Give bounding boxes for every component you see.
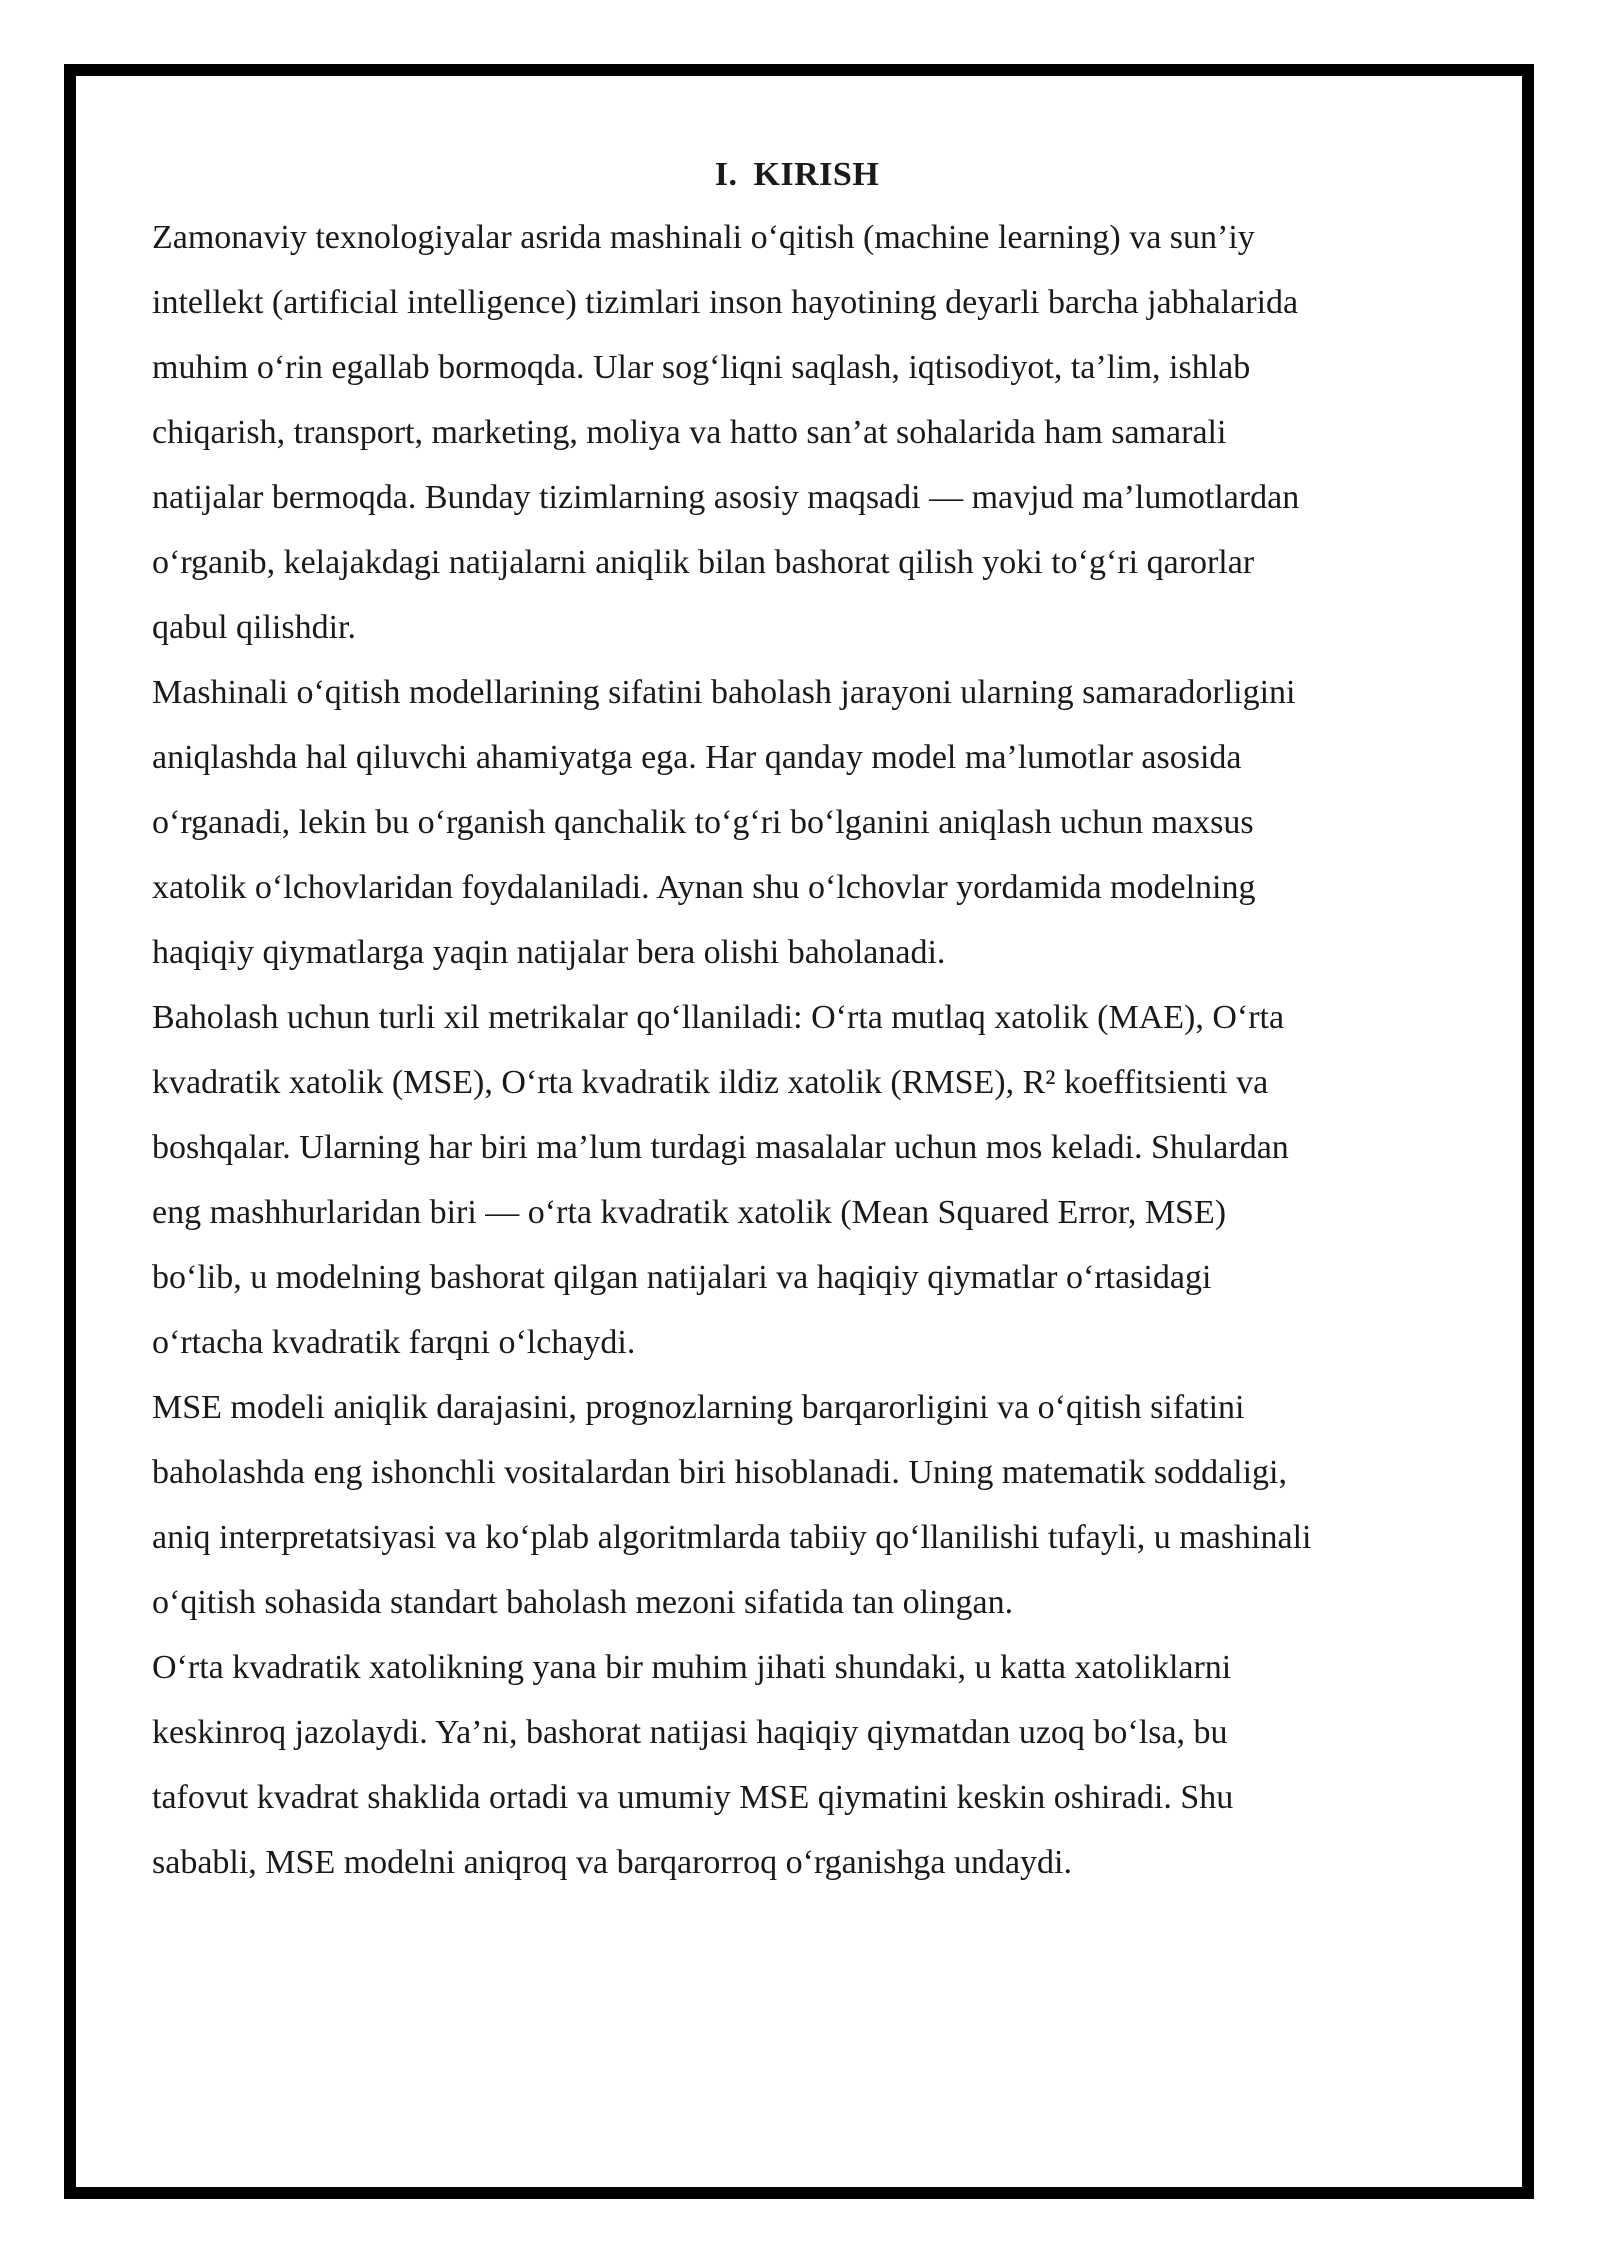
paragraph-line: aniq interpretatsiyasi va ko‘plab algoritmlarda tabiiy qo‘llanilishi tufayli, u mashinali xyxy=(152,1519,1312,1556)
paragraph-line: baholashda eng ishonchli vositalardan biri hisoblanadi. Uning matematik soddaligi, xyxy=(152,1454,1287,1491)
paragraph-line: qabul qilishdir. xyxy=(152,609,356,646)
paragraph xyxy=(152,205,1442,660)
paragraph-line: bo‘lib, u modelning bashorat qilgan natijalari va haqiqiy qiymatlar o‘rtasidagi xyxy=(152,1259,1212,1296)
paragraph-line: muhim o‘rin egallab bormoqda. Ular sog‘liqni saqlash, iqtisodiyot, ta’lim, ishlab xyxy=(152,349,1251,386)
paragraph-line: tafovut kvadrat shaklida ortadi va umumiy MSE qiymatini keskin oshiradi. Shu xyxy=(152,1779,1234,1816)
paragraph xyxy=(152,660,1442,985)
paragraph-line: Mashinali o‘qitish modellarining sifatini baholash jarayoni ularning samaradorligini xyxy=(152,674,1296,711)
paragraph-line: keskinroq jazolaydi. Ya’ni, bashorat natijasi haqiqiy qiymatdan uzoq bo‘lsa, bu xyxy=(152,1714,1228,1751)
section-number: I. xyxy=(714,156,738,193)
section-title: KIRISH xyxy=(753,156,880,193)
paragraph-line: o‘rtacha kvadratik farqni o‘lchaydi. xyxy=(152,1324,636,1361)
paragraph-line: intellekt (artificial intelligence) tizimlari inson hayotining deyarli barcha jabhalarida xyxy=(152,284,1299,321)
paragraph-line: natijalar bermoqda. Bunday tizimlarning asosiy maqsadi — mavjud ma’lumotlardan xyxy=(152,479,1300,516)
paragraph-list xyxy=(152,205,1442,1895)
paragraph-line: xatolik o‘lchovlaridan foydalaniladi. Aynan shu o‘lchovlar yordamida modelning xyxy=(152,869,1256,906)
paragraph xyxy=(152,1375,1442,1635)
paragraph-line: Baholash uchun turli xil metrikalar qo‘llaniladi: O‘rta mutlaq xatolik (MAE), O‘rta xyxy=(152,999,1285,1036)
paragraph-line: MSE modeli aniqlik darajasini, prognozlarning barqarorligini va o‘qitish sifatini xyxy=(152,1389,1245,1426)
paragraph-line: o‘rganadi, lekin bu o‘rganish qanchalik to‘g‘ri bo‘lganini aniqlash uchun maxsus xyxy=(152,804,1254,841)
paragraph-line: Zamonaviy texnologiyalar asrida mashinali o‘qitish (machine learning) va sun’iy xyxy=(152,219,1255,256)
document-body xyxy=(152,142,1442,1895)
section-heading xyxy=(152,142,1442,207)
paragraph-line: haqiqiy qiymatlarga yaqin natijalar bera olishi baholanadi. xyxy=(152,934,946,971)
paragraph xyxy=(152,985,1442,1375)
paragraph-line: sababli, MSE modelni aniqroq va barqarorroq o‘rganishga undaydi. xyxy=(152,1844,1072,1881)
paragraph-line: kvadratik xatolik (MSE), O‘rta kvadratik ildiz xatolik (RMSE), R² koeffitsienti va xyxy=(152,1064,1269,1101)
paragraph-line: eng mashhurlaridan biri — o‘rta kvadratik xatolik (Mean Squared Error, MSE) xyxy=(152,1194,1227,1231)
paragraph-line: o‘rganib, kelajakdagi natijalarni aniqlik bilan bashorat qilish yoki to‘g‘ri qarorlar xyxy=(152,544,1255,581)
paragraph-line: chiqarish, transport, marketing, moliya va hatto san’at sohalarida ham samarali xyxy=(152,414,1227,451)
paragraph-line: boshqalar. Ularning har biri ma’lum turdagi masalalar uchun mos keladi. Shulardan xyxy=(152,1129,1289,1166)
paragraph-line: aniqlashda hal qiluvchi ahamiyatga ega. Har qanday model ma’lumotlar asosida xyxy=(152,739,1242,776)
paragraph xyxy=(152,1635,1442,1895)
paragraph-line: O‘rta kvadratik xatolikning yana bir muhim jihati shundaki, u katta xatoliklarni xyxy=(152,1649,1232,1686)
paragraph-line: o‘qitish sohasida standart baholash mezoni sifatida tan olingan. xyxy=(152,1584,1014,1621)
